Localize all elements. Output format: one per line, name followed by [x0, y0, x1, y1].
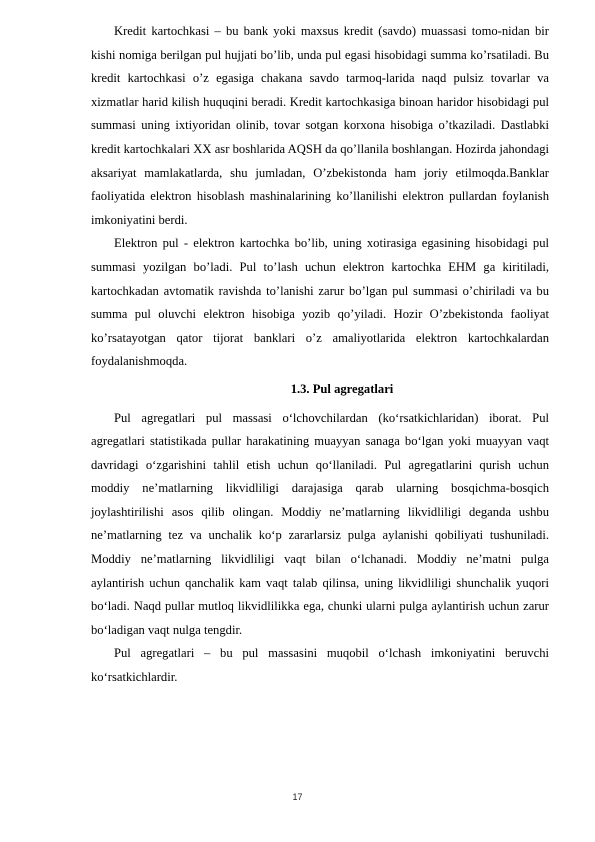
document-page	[91, 20, 549, 690]
paragraph-electronic-money: Elektron pul - elektron kartochka bo’lib, uning xotirasiga egasining hisobidagi pul summasi yozilgan bo’ladi. Pul to’lash uchun elektron kartochka EHM ga kiritiladi, kartochkadan avtomatik ravishda to’lanishi zarur bo’lgan pul summasi o’chiriladi va bu summa pul oluvchi elektron hisobiga yozib qo’yiladi. Hozir O’zbekistonda faoliyat ko’rsatayotgan qator tijorat banklari o’z amaliyotlarida elektron kartochkalardan foydalanishmoqda.	[91, 236, 549, 369]
section-heading: 1.3. Pul agregatlari	[290, 381, 394, 396]
page-number: 17	[292, 792, 303, 802]
paragraph-aggregates-definition: Pul agregatlari – bu pul massasini muqobil o‘lchash imkoniyatini beruvchi ko‘rsatkichlardir.	[91, 646, 549, 685]
paragraph-money-aggregates: Pul agregatlari pul massasi o‘lchovchilardan (ko‘rsatkichlaridan) iborat. Pul agregatlari statistikada pullar harakatining muayyan sanaga bo‘lgan yoki muayyan vaqt davridagi o‘zgarishini tahlil etish uchun qo‘llaniladi. Pul agregatlarini qurish uchun moddiy ne’matlarning likvidliligi darajasiga qarab ularning bosqichma-bosqich joylashtirilishi asos qilib olingan. Moddiy ne’matlarning likvidliligi deganda ushbu ne’matlarning tez va unchalik ko‘p zararlarsiz pulga aylanishi qobiliyati tushuniladi. Moddiy ne’matlarning likvidliligi vaqt bilan o‘lchanadi. Moddiy ne’matni pulga aylantirish uchun qanchalik kam vaqt talab qilinsa, uning likvidliligi shunchalik yuqori bo‘ladi. Naqd pullar mutloq likvidlilikka ega, chunki ularni pulga aylantirish uchun zarur bo‘ladigan vaqt nulga tengdir.	[91, 410, 549, 637]
paragraph-credit-card: Kredit kartochkasi – bu bank yoki maxsus kredit (savdo) muassasi tomo-nidan bir kishi nomiga berilgan pul hujjati bo’lib, unda pul egasi hisobidagi summa ko’rsatiladi. Bu kredit kartochkasi o’z egasiga chakana savdo tarmoq-larida naqd pulsiz tovarlar va xizmatlar harid kilish huquqini beradi. Kredit kartochkasiga binoan haridor hisobidagi pul summasi uning ixtiyoridan olinib, tovar sotgan korxona hisobiga o’tkaziladi. Dastlabki kredit kartochkalari XX asr boshlarida AQSH da qo’llanila boshlangan. Hozirda jahondagi aksariyat mamlakatlarda, shu jumladan, O’zbekistonda ham joriy etilmoqda.Banklar faoliyatida elektron hisoblash mashinalarining ko’llanilishi elektron pullardan foylanish imkoniyatini berdi.	[91, 24, 549, 227]
